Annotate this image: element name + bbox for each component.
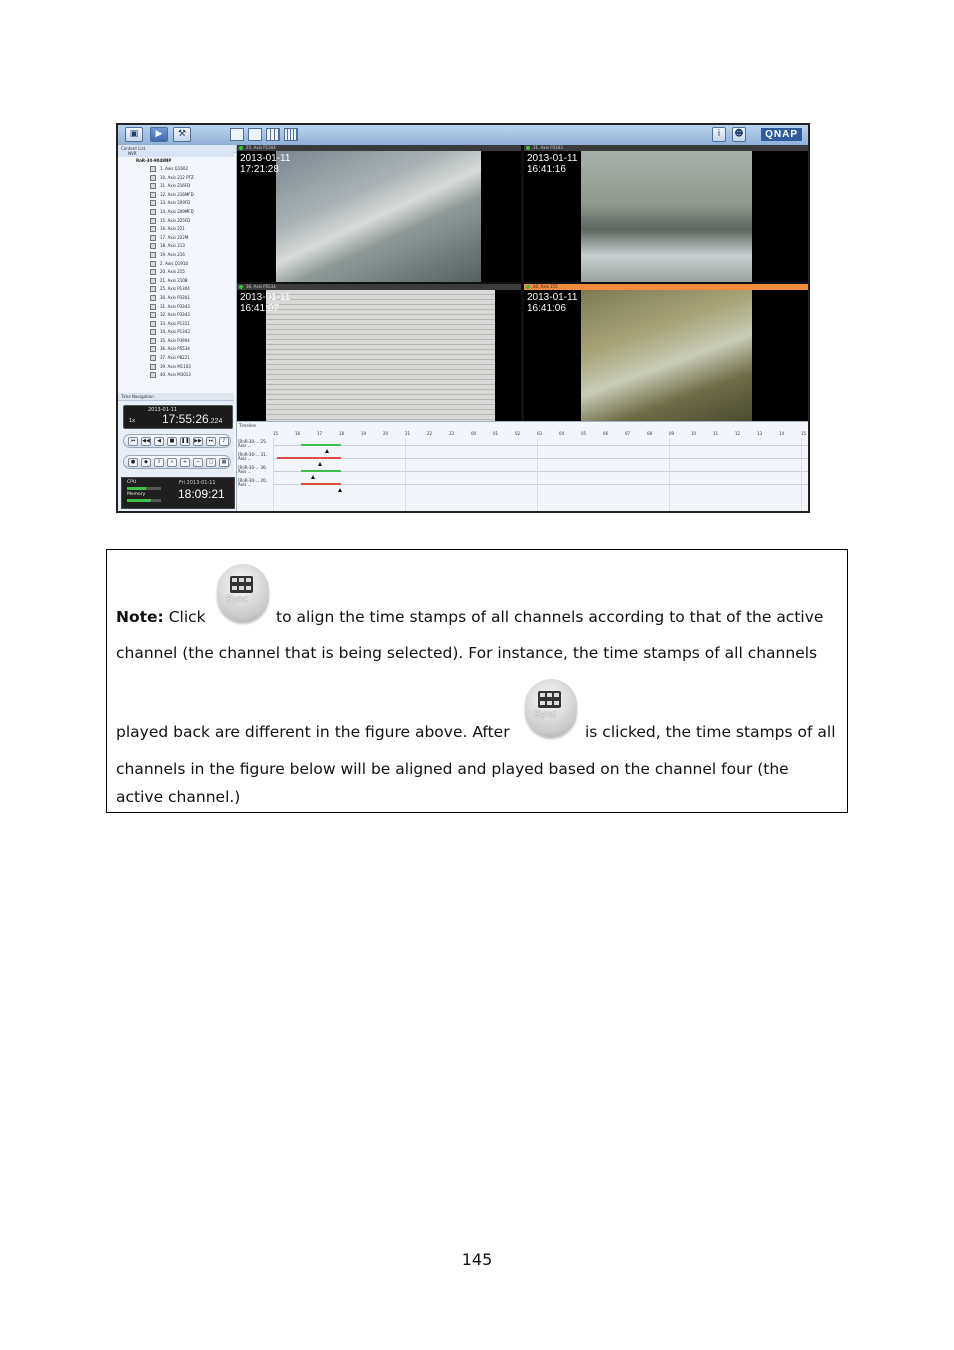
skip-start-icon[interactable]: ⏮: [128, 437, 138, 446]
status-date: Fri 2013-01-11: [179, 480, 216, 486]
camera-icon: [150, 312, 156, 318]
timeline-tick: 22: [427, 431, 433, 436]
camera-icon: [150, 218, 156, 224]
status-time: 18:09:21: [178, 487, 225, 501]
timeline-gridline: [537, 438, 538, 512]
user-icon[interactable]: ☻: [732, 127, 746, 142]
camera-icon: [150, 321, 156, 327]
channel-tile-4[interactable]: [524, 284, 808, 421]
timeline-tick: 13: [757, 431, 763, 436]
layout-sixteen-icon[interactable]: [284, 128, 298, 141]
time-navigation-header: Time Navigation: [118, 393, 234, 401]
timeline-gridline: [405, 438, 406, 512]
camera-item[interactable]: 21. Axis 210B: [118, 277, 234, 286]
camera-item[interactable]: 20. Axis 215: [118, 268, 234, 277]
channel-tile-1[interactable]: [237, 145, 521, 282]
camera-item[interactable]: 2. Axis Q1910: [118, 260, 234, 269]
camera-icon: [150, 269, 156, 275]
camera-item[interactable]: 33. Axis P1311: [118, 320, 234, 329]
channel-tile-3[interactable]: [237, 284, 521, 421]
recording-segment: [301, 444, 341, 446]
layout-quad-icon[interactable]: [248, 128, 262, 141]
camera-icon: [150, 278, 156, 284]
camera-icon: [150, 304, 156, 310]
camera-item[interactable]: 39. Axis M1103: [118, 363, 234, 372]
channel-1-header: 25. Axis P1304: [237, 145, 521, 151]
timeline-tick: 05: [581, 431, 587, 436]
camera-item[interactable]: 13. Axis 209FD: [118, 199, 234, 208]
stop-icon[interactable]: ■: [167, 437, 177, 446]
timeline-tick: 12: [735, 431, 741, 436]
timeline-channel-label[interactable]: [RnR-30-... 31. Axis ...: [238, 452, 267, 461]
timeline-lane[interactable]: [273, 484, 808, 485]
layout-nine-icon[interactable]: [266, 128, 280, 141]
channel-3-header: 36. Axis P5534: [237, 284, 521, 290]
camera-item[interactable]: 18. Axis 213: [118, 242, 234, 251]
system-status: [121, 477, 235, 509]
camera-list: [118, 165, 234, 380]
time-navigation-panel: [118, 393, 234, 511]
timeline-gridline: [801, 438, 802, 512]
memory-label: Memory: [127, 492, 146, 497]
camera-item[interactable]: 19. Axis 216: [118, 251, 234, 260]
memory-bar: [127, 499, 161, 502]
note-line-2: channel (the channel that is being selected). For instance, the time stamps of all channels: [116, 644, 818, 662]
camera-item[interactable]: 37. Axis P8221: [118, 354, 234, 363]
skip-end-icon[interactable]: ⏭: [206, 437, 216, 446]
settings-tools-icon[interactable]: ⚒: [173, 127, 191, 142]
timeline-tick: 14: [779, 431, 785, 436]
playhead-marker[interactable]: [311, 475, 315, 479]
layout-single-icon[interactable]: [230, 128, 244, 141]
camera-item[interactable]: 31. Axis P3343: [118, 303, 234, 312]
playhead-marker[interactable]: [325, 449, 329, 453]
timeline-tick: 15: [801, 431, 807, 436]
live-view-monitor-icon[interactable]: ▣: [125, 127, 143, 142]
note-line-1: Note: Click: [116, 608, 206, 626]
step-back-icon[interactable]: ◀: [154, 437, 164, 446]
timeline-channel-label[interactable]: [RnR-30-... 25. Axis ...: [238, 439, 267, 448]
note-line-3: played back are different in the figure above. After: [116, 723, 510, 741]
camera-item[interactable]: 25. Axis P1304: [118, 285, 234, 294]
camera-icon: [150, 261, 156, 267]
camera-icon: [150, 338, 156, 344]
timeline-tick: 10: [691, 431, 697, 436]
marker-add-icon[interactable]: ◆: [141, 458, 151, 467]
camera-icon: [150, 243, 156, 249]
timeline-tick: 08: [647, 431, 653, 436]
note-line-3-rest: is clicked, the time stamps of all: [585, 723, 836, 741]
timeline-tick: 16: [295, 431, 301, 436]
playback-rate[interactable]: 1x: [129, 418, 136, 424]
camera-item[interactable]: 15. Axis 225FD: [118, 217, 234, 226]
camera-item[interactable]: 10. Axis 212 PTZ: [118, 174, 234, 183]
timeline-lane[interactable]: [273, 471, 808, 472]
sync-button-icon: Sync: [217, 564, 269, 622]
camera-icon: [150, 346, 156, 352]
timeline-tick: 20: [383, 431, 389, 436]
timeline-tick: 06: [603, 431, 609, 436]
playback-time: 17:55:26.224: [162, 412, 223, 426]
channel-1-timestamp: 2013-01-11 17:21:28: [240, 153, 291, 175]
timeline-channel-label[interactable]: [RnR-30-... 36. Axis ...: [238, 465, 267, 474]
camera-icon: [150, 286, 156, 292]
timeline-tick: 11: [713, 431, 719, 436]
zoom-out-icon[interactable]: −: [193, 458, 203, 467]
left-panel: [118, 145, 237, 511]
camera-item[interactable]: 17. Axis 222M: [118, 234, 234, 243]
camera-item[interactable]: 40. Axis M3013: [118, 371, 234, 380]
page-number: 145: [461, 1250, 493, 1269]
timeline-ticks: [273, 431, 808, 437]
playback-play-icon[interactable]: ▶: [150, 127, 168, 142]
camera-item[interactable]: 16. Axis 221: [118, 225, 234, 234]
camera-icon: [150, 295, 156, 301]
camera-icon: [150, 364, 156, 370]
channel-4-header: 20. Axis 215: [524, 284, 808, 290]
snapshot-icon[interactable]: ▢: [206, 458, 216, 467]
note-line-4: channels in the figure below will be aligned and played based on the channel four (the: [116, 760, 789, 778]
camera-icon: [150, 355, 156, 361]
tool-controls: [123, 455, 231, 469]
timeline-gridline: [273, 438, 274, 512]
search-icon[interactable]: ⌕: [167, 458, 177, 467]
content-tree: [118, 151, 234, 391]
timeline-panel: [237, 421, 808, 512]
timeline-tick: 01: [493, 431, 499, 436]
timeline-tick: 02: [515, 431, 521, 436]
info-icon[interactable]: i: [712, 127, 726, 142]
camera-item[interactable]: 32. Axis P3343: [118, 311, 234, 320]
cpu-bar: [127, 487, 161, 490]
qnap-logo: QNAP: [761, 128, 802, 141]
sync-button-icon-2: Sync: [525, 679, 577, 737]
timeline-lane[interactable]: [273, 445, 808, 446]
channel-tile-2[interactable]: [524, 145, 808, 282]
camera-icon: [150, 235, 156, 241]
note-line-1-rest: to align the time stamps of all channels according to that of the active: [276, 608, 824, 626]
camera-item[interactable]: 34. Axis P1343: [118, 328, 234, 337]
camera-icon: [150, 226, 156, 232]
timeline-tick: 09: [669, 431, 675, 436]
toolbar: [118, 125, 808, 146]
camera-item[interactable]: 30. Axis P3301: [118, 294, 234, 303]
channel-2-timestamp: 2013-01-11 16:41:16: [527, 153, 578, 175]
volume-icon[interactable]: ♪: [219, 437, 229, 446]
camera-item[interactable]: 12. Axis 216MFD: [118, 191, 234, 200]
tree-root-nvr[interactable]: NVR: [118, 151, 234, 157]
recording-segment: [277, 457, 341, 459]
channel-2-header: 31. Axis P3343: [524, 145, 808, 151]
camera-icon: [150, 252, 156, 258]
playback-date: 2013-01-11: [148, 407, 178, 413]
rewind-icon[interactable]: ◀◀: [142, 438, 150, 444]
timeline-tick: 17: [317, 431, 323, 436]
playhead-marker[interactable]: [318, 462, 322, 466]
recording-segment: [301, 483, 341, 485]
camera-icon: [150, 200, 156, 206]
timeline-tick: 23: [449, 431, 455, 436]
timeline-tick: 15: [273, 431, 279, 436]
pause-icon[interactable]: ❚❚: [181, 438, 190, 444]
camera-item[interactable]: 36. Axis P5534: [118, 345, 234, 354]
camera-icon: [150, 175, 156, 181]
sync-grid-icon[interactable]: ▦: [219, 458, 229, 467]
cpu-label: CPU: [127, 480, 137, 485]
camera-icon: [150, 166, 156, 172]
timeline-lane[interactable]: [273, 458, 808, 459]
channel-4-timestamp: 2013-01-11 16:41:06: [527, 292, 578, 314]
tree-host[interactable]: RnR-30-9048NP: [136, 158, 172, 163]
camera-item[interactable]: 35. Axis P3904: [118, 337, 234, 346]
video-grid: [237, 145, 808, 421]
fast-forward-icon[interactable]: ▶▶: [194, 438, 202, 444]
playback-clock: [123, 405, 233, 429]
camera-icon: [150, 329, 156, 335]
camera-icon: [150, 209, 156, 215]
timeline-tick: 18: [339, 431, 345, 436]
timeline-gridline: [669, 438, 670, 512]
note-box: [106, 549, 848, 813]
camera-icon: [150, 192, 156, 198]
timeline-tick: 21: [405, 431, 411, 436]
nvr-playback-screenshot: [116, 123, 810, 513]
camera-icon: [150, 183, 156, 189]
playback-controls: [123, 434, 231, 448]
content-list-header: Content List: [118, 145, 236, 153]
marker-icon[interactable]: ●: [128, 458, 138, 467]
camera-icon: [150, 372, 156, 378]
note-line-5: active channel.): [116, 788, 241, 806]
timeline-channel-label[interactable]: [RnR-30-... 20. Axis ...: [238, 478, 267, 487]
camera-item[interactable]: 11. Axis 216FD: [118, 182, 234, 191]
timeline-tick: 07: [625, 431, 631, 436]
recording-segment: [301, 470, 341, 472]
timeline-tick: 03: [537, 431, 543, 436]
zoom-in-icon[interactable]: +: [180, 458, 190, 467]
camera-item[interactable]: 1. Axis Q1602: [118, 165, 234, 174]
playhead-marker[interactable]: [338, 488, 342, 492]
timeline-tick: 00: [471, 431, 477, 436]
timeline-tick: 04: [559, 431, 565, 436]
note-label: Note:: [116, 608, 164, 626]
channel-3-timestamp: 2013-01-11 16:41:07: [240, 292, 291, 314]
timeline-tick: 19: [361, 431, 367, 436]
export-icon[interactable]: ⇪: [154, 458, 164, 467]
camera-item[interactable]: 14. Axis 209MFD: [118, 208, 234, 217]
timeline-header: Timeline: [239, 423, 257, 428]
